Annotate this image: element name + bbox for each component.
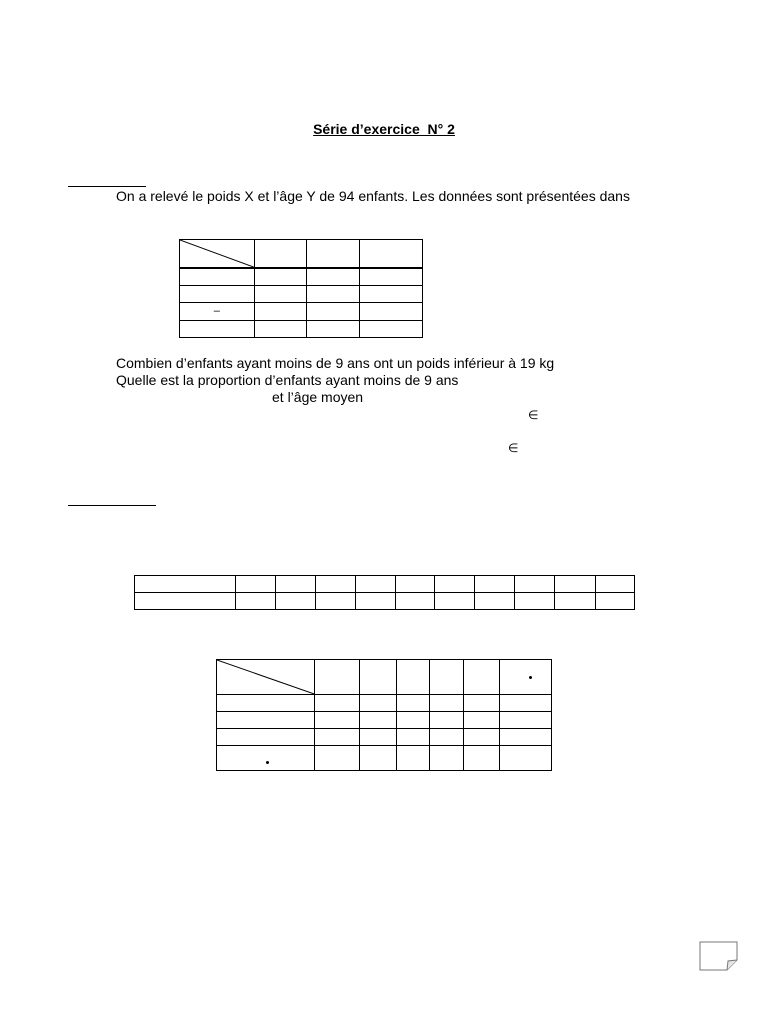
exercise-1-heading-rule (68, 186, 146, 187)
table-3-corner-cell (217, 660, 315, 695)
data-table-2 (134, 575, 635, 610)
table-3-total-header (499, 660, 551, 695)
page-curl-icon (699, 941, 739, 971)
table-2-row-label (135, 593, 236, 610)
table-1-short-dash: – (213, 305, 220, 318)
table-3-row-label (217, 695, 315, 712)
question-c: et l’âge moyen (272, 389, 364, 405)
table-1-header-cell (254, 240, 307, 269)
data-table-3 (216, 659, 552, 771)
table-1-corner-cell (180, 240, 255, 269)
exercise-1-intro: On a relevé le poids X et l’âge Y de 94 enfants. Les données sont présentées dans (116, 188, 630, 204)
question-b: Quelle est la proportion d’enfants ayant moins de 9 ans (116, 372, 459, 388)
table-2-row-label (135, 576, 236, 593)
exercise-2-heading-rule (68, 505, 156, 506)
bullet-dot (266, 761, 269, 764)
table-3-total-row-label (217, 746, 315, 771)
element-of-symbol: ∈ (528, 408, 539, 422)
table-1-header-cell (307, 240, 360, 269)
table-1-row-label (180, 320, 255, 337)
question-a: Combien d’enfants ayant moins de 9 ans ont un poids inférieur à 19 kg (116, 355, 555, 371)
table-3-row-label (217, 729, 315, 746)
data-table-1 (179, 239, 423, 338)
table-1-row-label (180, 285, 255, 302)
table-1-row-label (180, 268, 255, 285)
table-1-row-label (180, 303, 255, 320)
table-3-row-label (217, 712, 315, 729)
page-title: Série d’exercice N° 2 (313, 121, 455, 137)
table-1-header-cell (360, 240, 423, 269)
element-of-symbol: ∈ (508, 441, 519, 455)
bullet-dot (529, 676, 532, 679)
